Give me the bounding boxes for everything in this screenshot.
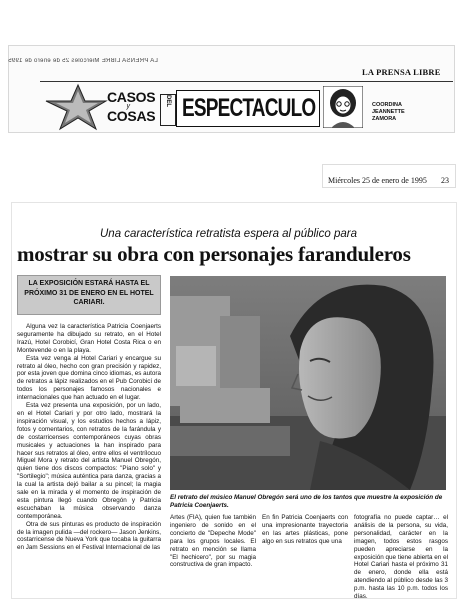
logo-y: y <box>126 103 130 110</box>
page-number: 23 <box>441 176 449 185</box>
paragraph: Alguna vez la característica Patricia Coenjaerts seguramente ha dibujado su retrato, en el Hotel Irazú, Hotel Corobicí, Gran Hotel Costa Rica o en Montevende o en la playa. <box>17 323 161 354</box>
star-icon <box>44 83 108 131</box>
header-rule <box>40 81 453 82</box>
coordinator-portrait-icon <box>323 86 363 128</box>
paragraph: Esta vez venga al Hotel Cariari y encargue su retrato al óleo, hecho con gran precisión y rapidez, por esta joven que domina cinco idiomas, es autora de retratos a lápiz realizados en el Pub Corobicí de todos los personajes famosos nacionales e internacionales que han actuado en el lugar. <box>17 354 161 402</box>
issue-date: Miércoles 25 de enero de 1995 <box>328 176 427 185</box>
musician-photo <box>170 276 446 490</box>
newspaper-name: LA PRENSA LIBRE <box>362 67 441 77</box>
coordinator-name-line1: JEANNETTE <box>372 109 405 115</box>
logo-cosas: COSAS <box>107 108 156 124</box>
article-column-2: Artes (FIA), quien fue también ingeniero de sonido en el concierto de "Depeche Mode" para los grupos locales. El retrato en mención se llama "El hechicero", por su magia constructiva de gran impacto. <box>170 514 256 569</box>
article-headline: mostrar su obra con personajes faranduleros <box>17 242 411 266</box>
article-kicker: Una característica retratista espera al público para <box>100 228 357 240</box>
logo-casos: CASOS <box>107 89 156 105</box>
paragraph: Otra de sus pinturas es producto de inspiración de la imagen pulida —del rockero— Jason Jenkins, costarricense de Nueva York que tocaba la guitarra en Jam Sessions en el Festival Internacional de las <box>17 520 161 552</box>
paragraph: Esta vez presenta una exposición, por un lado, en el Hotel Cariari y por otro lado, mostrará la inspiración visual, y los estudios hechos a lápiz, fotos y comentarios, con retratos de la farándula y de costarricenses contemporáneos cuyas obras musicales y actuaciones la han inspirado para hacer sus retratos al óleo, entre ellos el ventrílocuo Miguel Mora y retrato del artista Manuel Obregón, quien tiene dos discos compactos: "Piano solo" y "Sortilegio"; música auténtica para danza, gracias a la cual la artista dejó bailar a su pincel; la magia sale en la mirada y el momento de inspiración de esta pintura llegó cuando Obregón y Patricia escuchaban la música observando danza contemporánea. <box>17 402 161 520</box>
coordinator-name-line2: ZAMORA <box>372 116 397 122</box>
section-logo-casos-y-cosas <box>107 91 155 123</box>
photo-image <box>170 276 446 490</box>
article-column-4: fotografía no puede captar… el análisis de la persona, su vida, personalidad, carácter en la imagen, todos estos rasgos pueden apreciarse en la exposición que tiene abierta en el Hotel Cariari hasta el próximo 31 de enero, donde ella está atendiendo al público desde las 3 p.m. hasta las 10 p.m. todos los días. <box>354 514 448 601</box>
coordinator-credit <box>372 102 405 123</box>
logo-del <box>160 94 176 126</box>
logo-espectaculo: ESPECTACULO <box>182 95 316 123</box>
article-column-1 <box>17 323 161 552</box>
photo-caption: El retrato del músico Manuel Obregón será uno de los tantos que muestre la exposición de Patricia Coenjaerts. <box>170 494 443 509</box>
coordinator-label: COORDINA <box>372 102 402 108</box>
mirrored-bleed-text: LA PRENSA LIBRE Miércoles 25 de enero de 1995 <box>8 58 158 64</box>
highlight-box: LA EXPOSICIÓN ESTARÁ HASTA EL PRÓXIMO 31 DE ENERO EN EL HOTEL CARIARI. <box>17 275 161 315</box>
logo-del-text: DEL <box>165 95 171 107</box>
article-column-3: En fin Patricia Coenjaerts con una impresionante trayectoria en las artes plásticas, pone algo en sus retratos que una <box>262 514 348 545</box>
